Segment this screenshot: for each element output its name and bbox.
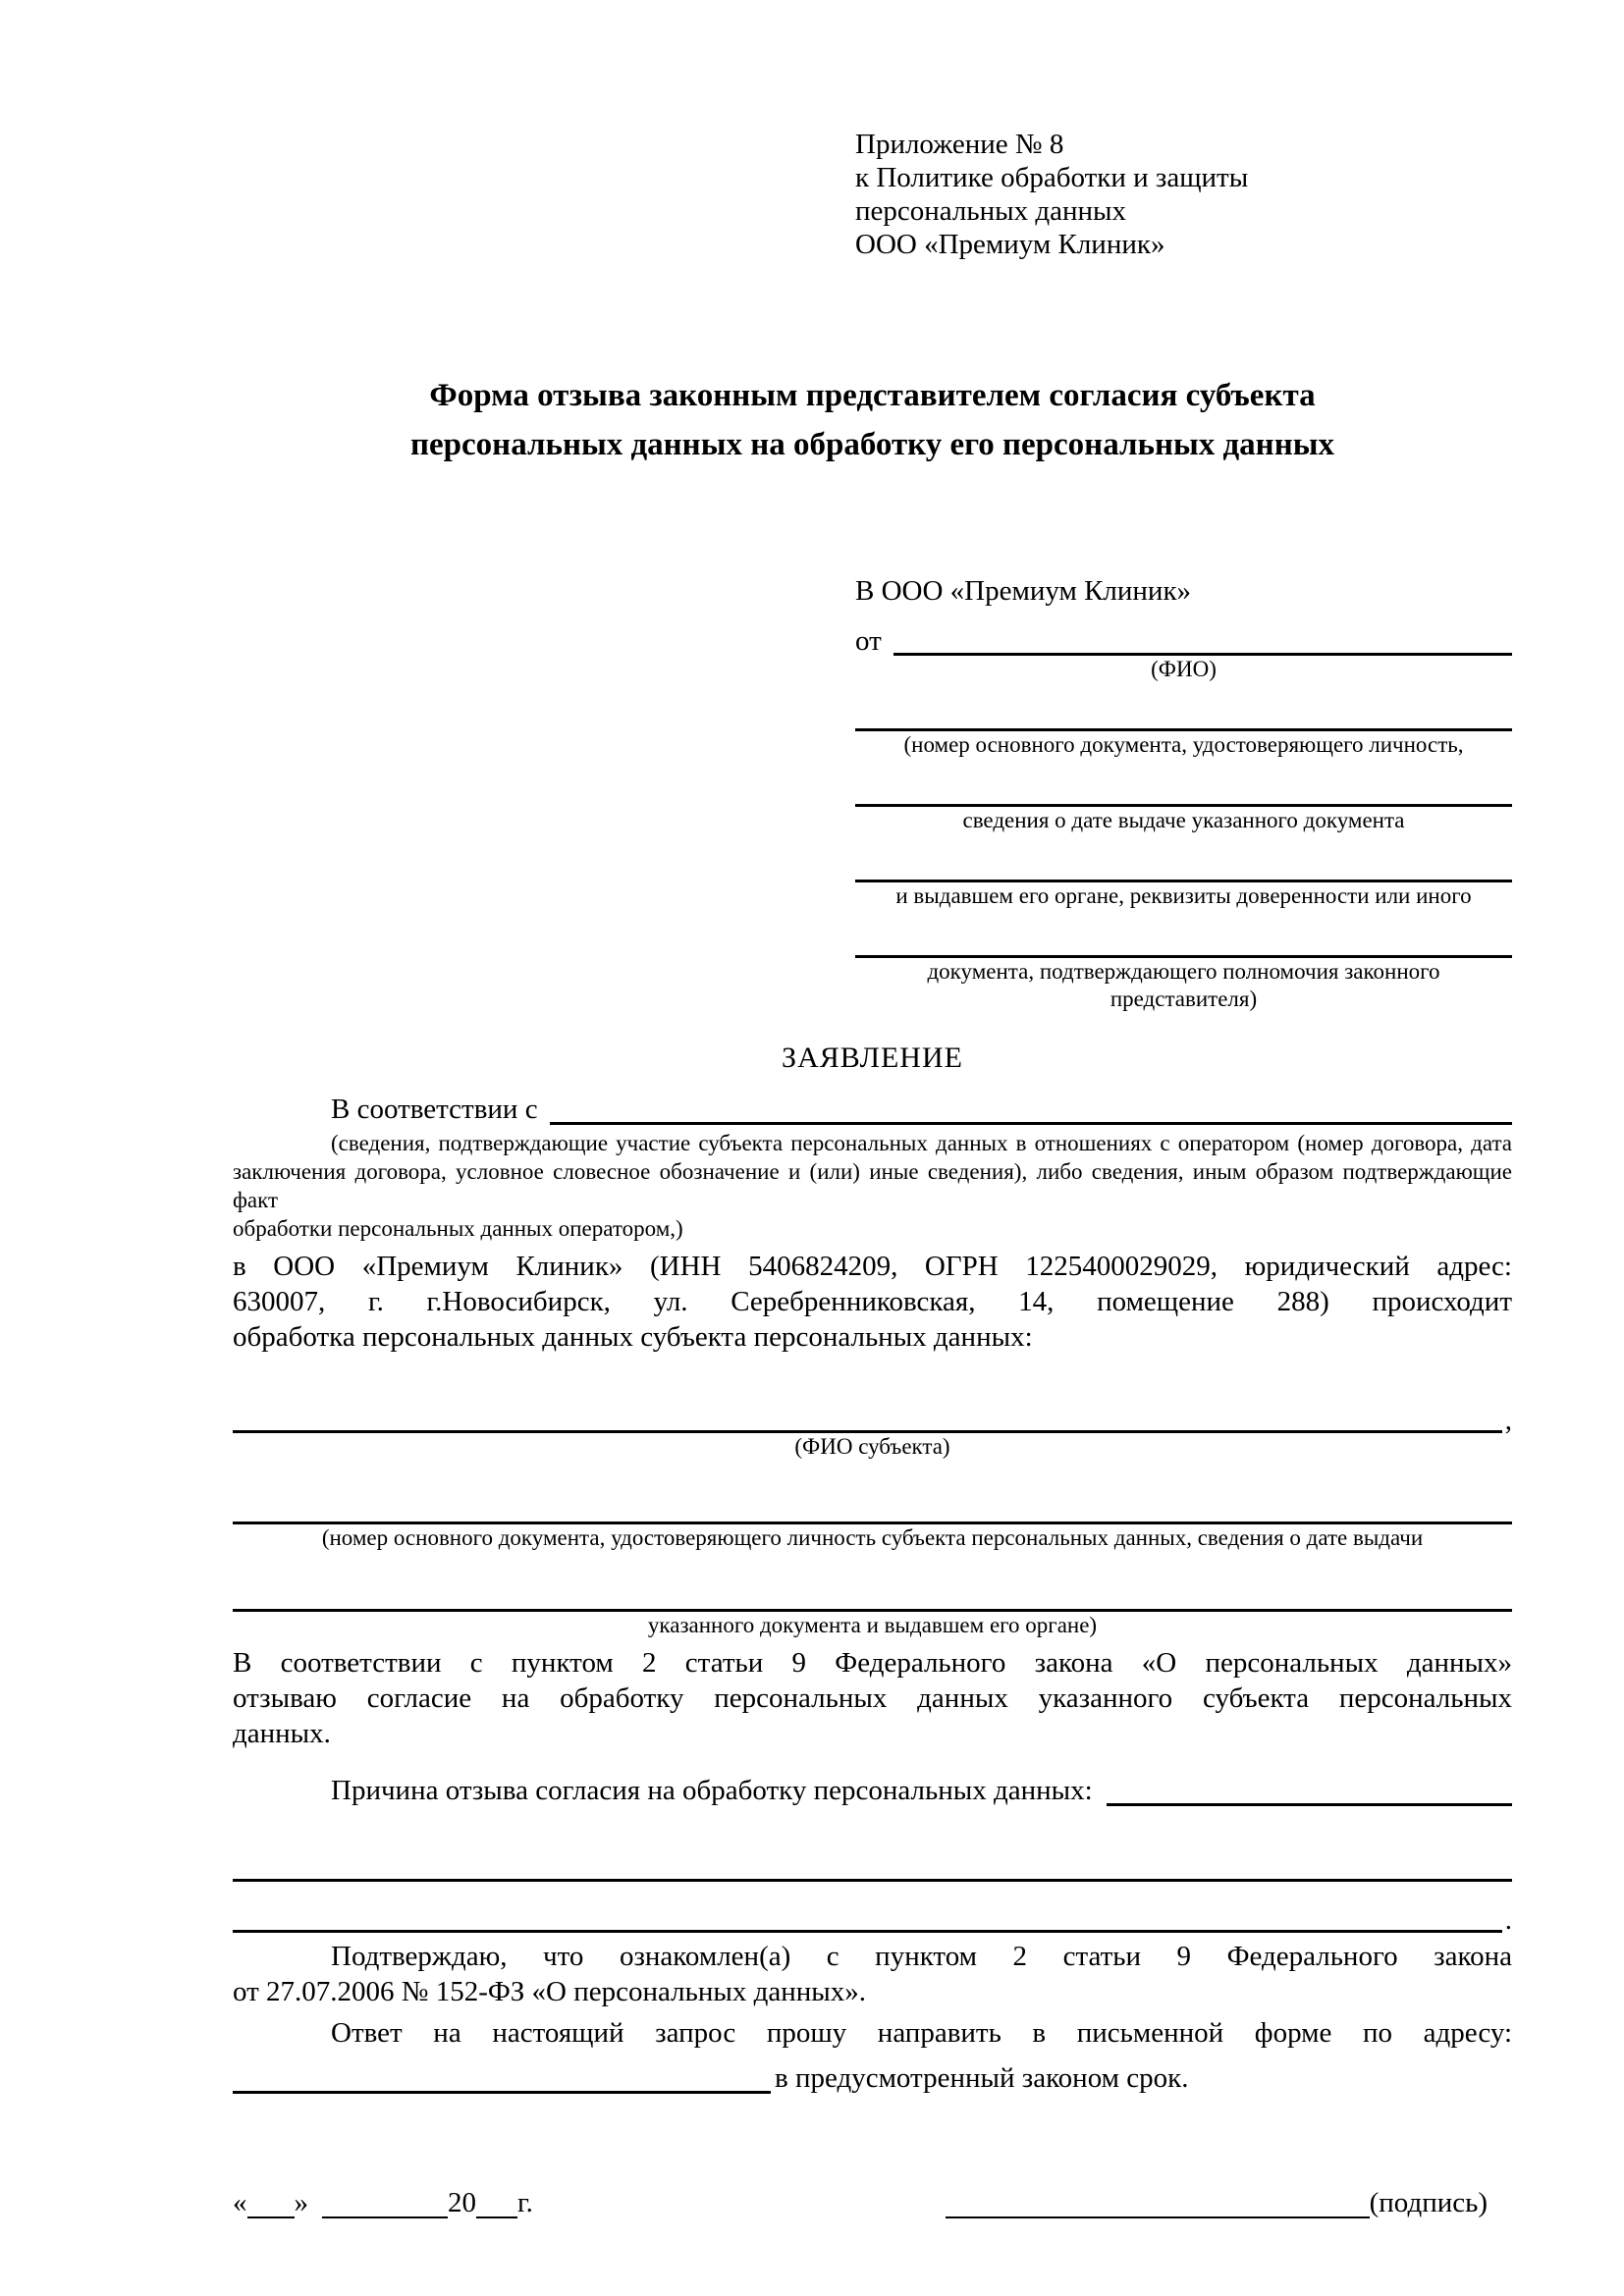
subject-fio-field [233, 1382, 1512, 1436]
operator-paragraph [233, 1249, 1512, 1355]
fill-in-caption: сведения о дате выдаче указанного документа [962, 808, 1405, 832]
confirmation-paragraph-line: Подтверждаю, что ознакомлен(а) с пунктом 2 статьи 9 Федерального закона [331, 1941, 1512, 1972]
subject-fio-caption: (ФИО субъекта) [794, 1434, 950, 1459]
subject-document-caption: (номер основного документа, удостоверяющего личность субъекта персональных данных, сведения о дате выдачи [321, 1525, 1424, 1550]
operator-paragraph-line: 630007, г. г.Новосибирск, ул. Серебренниковская, 14, помещение 288) происходит [233, 1286, 1512, 1317]
month-fill-in-line [322, 2189, 448, 2218]
subject-document-caption-2: указанного документа и выдавшем его органе) [647, 1613, 1098, 1637]
fio-caption: (ФИО) [1151, 657, 1217, 681]
reply-paragraph [233, 2015, 1512, 2051]
signature-caption: (подпись) [1369, 2187, 1488, 2218]
from-label: от [855, 625, 882, 657]
note-line: заключения договора, условное словесное обозначение и (или) иные сведения), либо сведения, иным образом подтверждающие факт [233, 1159, 1512, 1212]
appendix-header-line: к Политике обработки и защиты [855, 162, 1249, 193]
withdrawal-paragraph-line: отзываю согласие на обработку персональных данных указанного субъекта персональных [233, 1682, 1512, 1714]
date-field [233, 2188, 533, 2218]
day-fill-in-line [247, 2189, 295, 2218]
addressee-to: В ООО «Премиум Клиник» [855, 575, 1192, 607]
accordance-label: В соответствии с [331, 1094, 538, 1125]
reply-paragraph-line: в предусмотренный законом срок. [775, 2062, 1189, 2094]
withdrawal-paragraph-line: В соответствии с пунктом 2 статьи 9 Федерального закона «О персональных данных» [233, 1647, 1512, 1679]
year-suffix: г. [517, 2187, 533, 2218]
appendix-header-line: персональных данных [855, 195, 1127, 227]
appendix-header-line: ООО «Премиум Клиник» [855, 229, 1165, 260]
date-signature-row [233, 2188, 1512, 2218]
reason-line [233, 1759, 1512, 1806]
signature-fill-in-line [946, 2189, 1370, 2218]
document-number-field [855, 683, 1512, 759]
from-line [855, 611, 1512, 656]
authority-document-field [855, 910, 1512, 1013]
quote-open: « [233, 2187, 247, 2218]
year-prefix: 20 [448, 2187, 476, 2218]
fill-in-caption: документа, подтверждающего полномочия законного представителя) [927, 959, 1440, 1011]
note-line: (сведения, подтверждающие участие субъекта персональных данных в отношениях с оператором (номер договора, дата [331, 1131, 1512, 1155]
document-content [233, 128, 1512, 2218]
fill-in-caption: (номер основного документа, удостоверяющего личность, [903, 732, 1464, 757]
confirmation-paragraph [233, 1939, 1512, 2009]
note-line: обработки персональных данных оператором,) [233, 1216, 683, 1241]
operator-paragraph-line: в ООО «Премиум Клиник» (ИНН 5406824209, ОГРН 1225400029029, юридический адрес: [233, 1251, 1512, 1282]
confirmation-paragraph-line: от 27.07.2006 № 152-ФЗ «О персональных данных». [233, 1976, 867, 2007]
signature-field [946, 2188, 1488, 2218]
document-title [233, 371, 1512, 469]
fill-in-line [233, 1930, 1502, 1933]
reply-paragraph-line: Ответ на настоящий запрос прошу направить в письменной форме по адресу: [331, 2017, 1512, 2049]
fill-in-line [855, 834, 1512, 882]
fill-in-line [855, 759, 1512, 807]
withdrawal-paragraph [233, 1645, 1512, 1751]
statement-heading: ЗАЯВЛЕНИЕ [782, 1041, 963, 1074]
reason-continuation-line [233, 1828, 1512, 1882]
withdrawal-paragraph-line: данных. [233, 1718, 331, 1749]
fill-in-caption: и выдавшем его органе, реквизиты доверенности или иного [895, 883, 1472, 908]
subject-document-field-2 [233, 1558, 1512, 1612]
trailing-period: . [1504, 1904, 1512, 1936]
issue-date-field [855, 759, 1512, 834]
accordance-fill-in-line [550, 1122, 1512, 1125]
explanatory-note [233, 1129, 1512, 1243]
operator-paragraph-line: обработка персональных данных субъекта персональных данных: [233, 1321, 1033, 1353]
appendix-header [855, 128, 1512, 261]
reply-address-line [233, 2051, 1512, 2094]
reason-label: Причина отзыва согласия на обработку персональных данных: [331, 1775, 1093, 1806]
document-title-line: персональных данных на обработку его персональных данных [410, 427, 1334, 462]
quote-close: » [294, 2187, 308, 2218]
trailing-comma: , [1504, 1405, 1512, 1436]
accordance-line [233, 1080, 1512, 1125]
year-fill-in-line [476, 2189, 517, 2218]
appendix-header-line: Приложение № 8 [855, 129, 1064, 160]
fill-in-line [855, 683, 1512, 731]
reason-continuation-line-2 [233, 1882, 1512, 1936]
reason-fill-in-line [1107, 1803, 1512, 1806]
subject-document-field [233, 1470, 1512, 1524]
document-title-line: Форма отзыва законным представителем согласия субъекта [429, 378, 1316, 413]
fill-in-line [855, 910, 1512, 958]
addressee-block [855, 571, 1512, 1013]
issuing-authority-field [855, 834, 1512, 910]
address-fill-in-line [233, 2091, 771, 2094]
